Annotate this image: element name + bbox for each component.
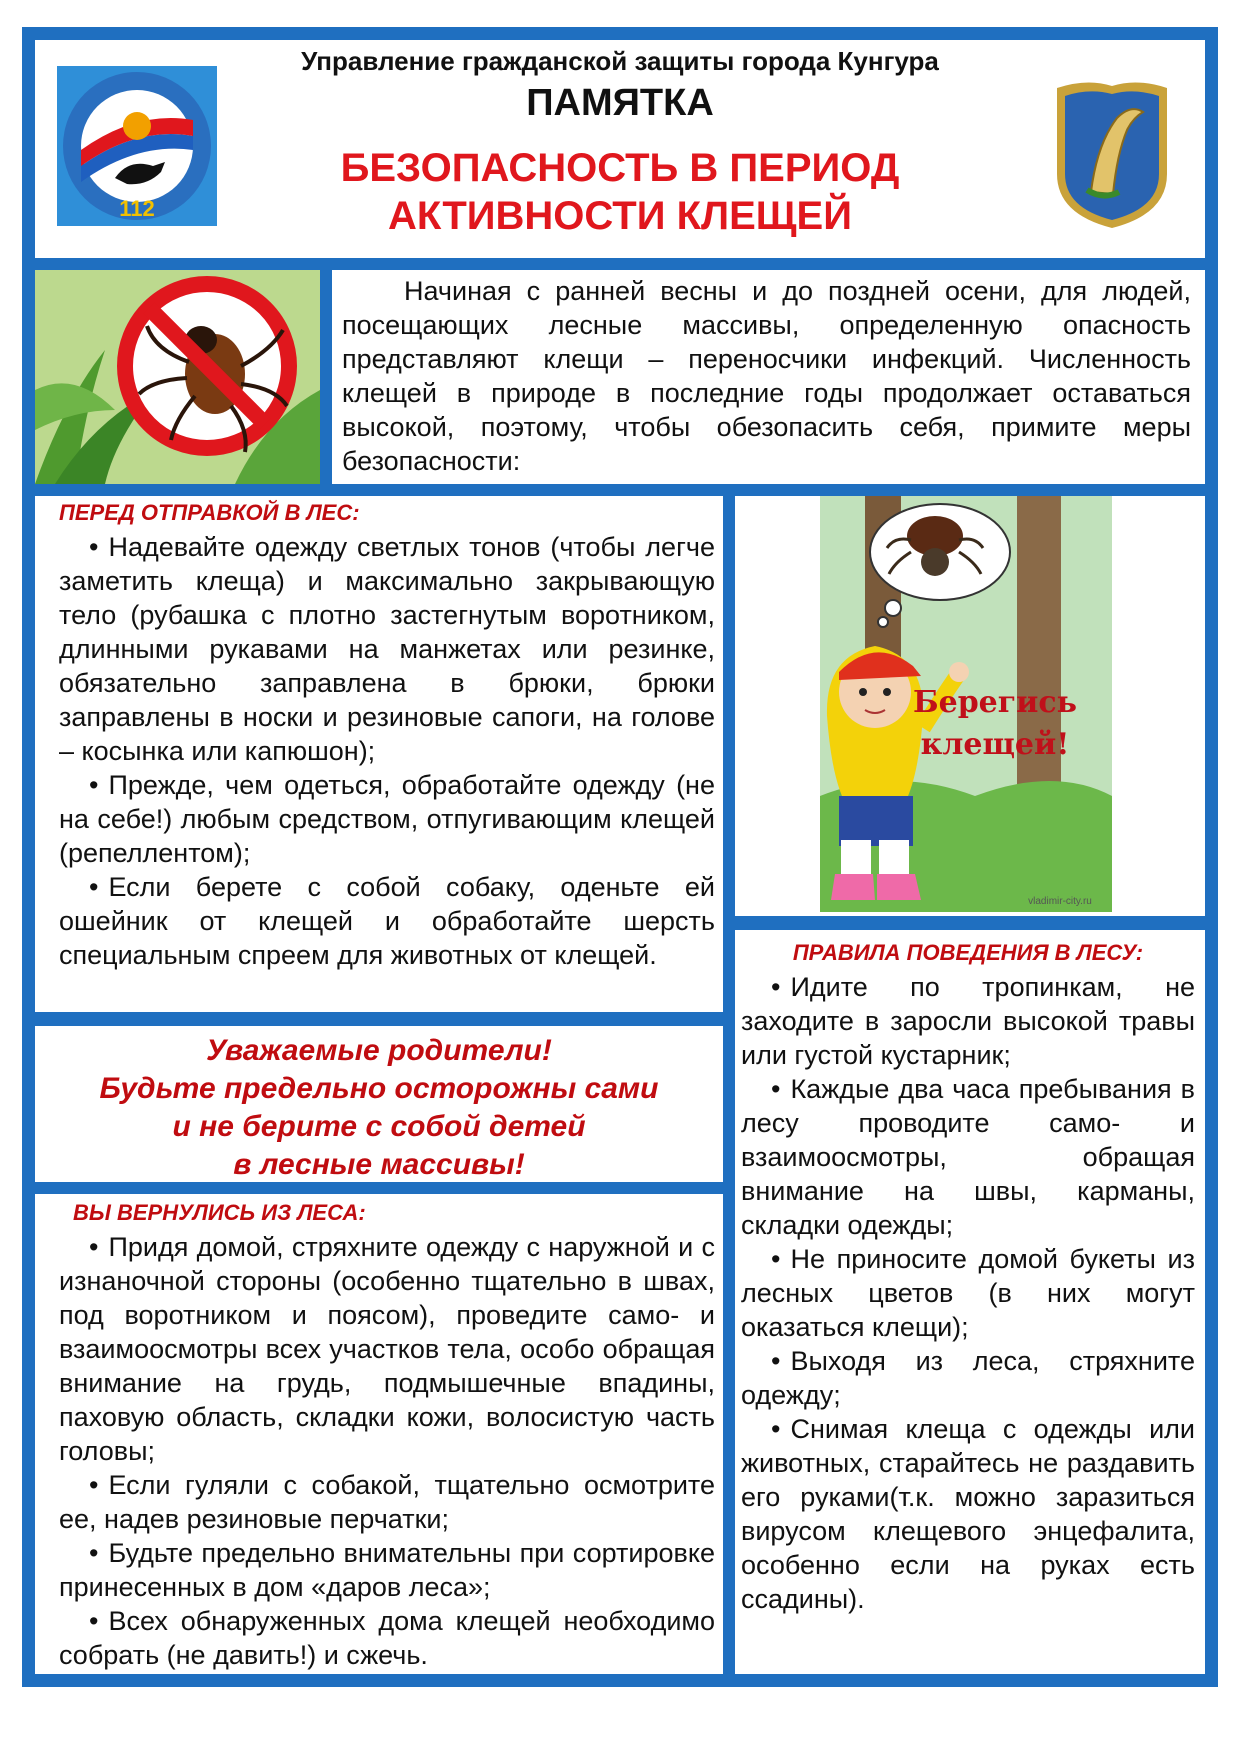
list-item: • Будьте предельно внимательны при сортировке принесенных в дом «даров леса»;	[59, 1536, 715, 1604]
returned-heading: ВЫ ВЕРНУЛИСЬ ИЗ ЛЕСА:	[73, 1200, 366, 1225]
forest-rules-panel	[735, 930, 1205, 1674]
city-coat-of-arms	[1047, 74, 1177, 234]
memo-label: ПАМЯТКА	[526, 82, 714, 124]
organization-name: Управление гражданской защиты города Кунгура	[301, 46, 939, 76]
illustration-caption-2: клещей!	[920, 727, 1070, 762]
illustration-watermark: vladimir-city.ru	[1028, 896, 1092, 907]
parents-line-3: и не берите с собой детей	[172, 1110, 586, 1143]
list-item: • Надевайте одежду светлых тонов (чтобы легче заметить клеща) и максимально закрывающую тело (рубашка с плотно застегнутым воротником, длинными рукавами на манжетах или резинке, обязательно заправлена в брюки, брюки заправлены в носки и резиновые сапоги, на голове – косынка или капюшон);	[59, 530, 715, 768]
list-item: • Каждые два часа пребывания в лесу проводите само- и взаимоосмотры, обращая внимание на швы, карманы, складки одежды;	[741, 1072, 1195, 1242]
beware-ticks-illustration	[735, 496, 1205, 916]
returned-from-forest-panel	[35, 1194, 723, 1674]
list-item: • Идите по тропинкам, не заходите в заросли высокой травы или густой кустарник;	[741, 970, 1195, 1072]
list-item: • Прежде, чем одеться, обработайте одежду (не на себе!) любым средством, отпугивающим клещей (репеллентом);	[59, 768, 715, 870]
before-forest-panel	[35, 496, 723, 1012]
list-item: • Если гуляли с собакой, тщательно осмотрите ее, надев резиновые перчатки;	[59, 1468, 715, 1536]
title-line-1: БЕЗОПАСНОСТЬ В ПЕРИОД	[340, 146, 900, 190]
list-item: • Снимая клеща с одежды или животных, старайтесь не раздавить его руками(т.к. можно заразиться вирусом клещевого энцефалита, особенно если на руках есть ссадины).	[741, 1412, 1195, 1616]
list-item: • Выходя из леса, стряхните одежду;	[741, 1344, 1195, 1412]
list-item: • Не приносите домой букеты из лесных цветов (в них могут оказаться клещи);	[741, 1242, 1195, 1344]
parents-warning-panel	[35, 1026, 723, 1182]
intro-text: Начиная с ранней весны и до поздней осени, для людей, посещающих лесные массивы, определенную опасность представляют клещи – переносчики инфекций. Численность клещей в природе в последние годы продолжает оставаться высокой, поэтому, чтобы обезопасить себя, примите меры безопасности:	[342, 276, 1191, 476]
list-item: • Всех обнаруженных дома клещей необходимо собрать (не давить!) и сжечь.	[59, 1604, 715, 1672]
tick-warning-image	[35, 270, 320, 484]
before-heading: ПЕРЕД ОТПРАВКОЙ В ЛЕС:	[59, 500, 360, 525]
intro-panel	[332, 270, 1205, 484]
list-item: • Если берете с собой собаку, оденьте ей ошейник от клещей и обработайте шерсть специальным спреем для животных от клещей.	[59, 870, 715, 972]
list-item: • Придя домой, стряхните одежду с наружной и с изнаночной стороны (особенно тщательно в швах, под воротником и поясом), проведите само- и взаимоосмотры всех участков тела, особо обращая внимание на грудь, подмышечные впадины, паховую область, складки кожи, волосистую часть головы;	[59, 1230, 715, 1468]
illustration-caption-1: Берегись	[912, 685, 1078, 720]
parents-line-2: Будьте предельно осторожны сами	[99, 1072, 659, 1105]
rules-heading: ПРАВИЛА ПОВЕДЕНИЯ В ЛЕСУ:	[792, 940, 1144, 965]
page-title	[35, 144, 1205, 240]
parents-line-4: в лесные массивы!	[233, 1148, 525, 1181]
parents-line-1: Уважаемые родители!	[206, 1034, 552, 1067]
svg-text:112: 112	[119, 196, 155, 221]
header	[35, 40, 1205, 258]
title-line-2: АКТИВНОСТИ КЛЕЩЕЙ	[388, 194, 852, 238]
